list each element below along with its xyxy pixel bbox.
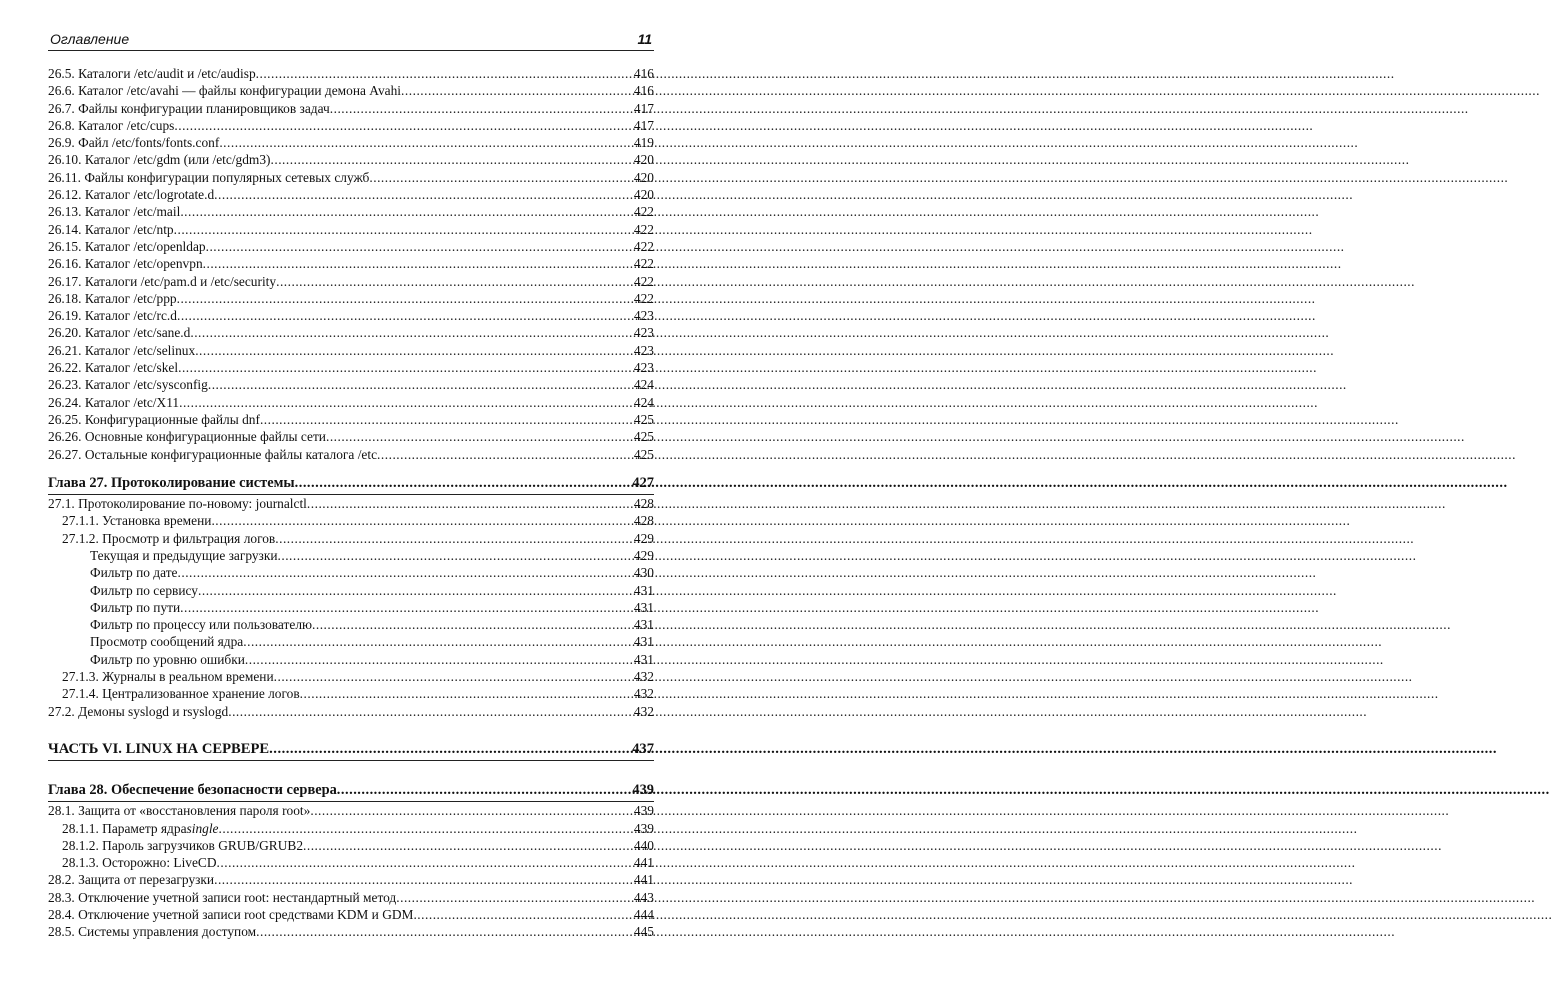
toc-entry[interactable] [48,906,654,923]
toc-entry-title: ЧАСТЬ VI. LINUX НА СЕРВЕРЕ [48,740,270,757]
toc-leader-dots [401,82,633,99]
toc-entry-title: 27.1. Протоколирование по-новому: journalctl [48,496,307,512]
toc-entry-page: 432 [633,668,654,684]
toc-entry-title: 27.1.3. Журналы в реальном времени [62,668,274,684]
toc-entry[interactable] [48,117,654,134]
toc-entry[interactable] [48,837,654,854]
toc-leader-dots [228,703,633,720]
toc-leader-dots [276,273,633,290]
toc-entry-page: 416 [633,66,654,81]
toc-entry[interactable] [48,221,654,238]
toc-leader-dots [312,616,633,633]
toc-entry-page: 441 [633,872,654,888]
toc-chapter-27[interactable] [48,472,654,494]
toc-entry-title: Фильтр по сервису [90,582,198,598]
toc-entry-page: 423 [633,325,654,341]
toc-entry-page: 439 [633,803,654,819]
toc-entry-title: 28.2. Защита от перезагрузки [48,872,215,888]
toc-leader-dots [243,633,633,650]
toc-entry-title: 28.1.1. Параметр ядра [62,820,187,836]
toc-entry[interactable] [48,616,654,633]
toc-entry[interactable] [48,495,654,512]
toc-leader-dots [337,779,632,801]
toc-entry[interactable] [48,564,654,581]
toc-entry-title: 26.26. Основные конфигурационные файлы сети [48,429,326,445]
toc-entry-page: 431 [633,582,654,598]
toc-entry[interactable] [48,651,654,668]
toc-entry-page: 420 [633,187,654,203]
toc-entry-page: 431 [633,651,654,667]
toc-entry[interactable] [48,446,654,463]
toc-entry[interactable] [48,582,654,599]
running-header [48,28,654,51]
toc-leader-dots [198,582,633,599]
toc-entry[interactable] [48,854,654,871]
toc-entry-title: 27.2. Демоны syslogd и rsyslogd [48,703,229,719]
toc-leader-dots [326,428,633,445]
toc-leader-dots [195,342,633,359]
toc-entry-page: 423 [633,360,654,376]
toc-entry[interactable] [48,100,654,117]
toc-entry-title: 28.3. Отключение учетной записи root: нестандартный метод [48,889,397,905]
toc-entry-page: 431 [633,617,654,633]
toc-entry-title: 28.5. Системы управления доступом [48,924,257,940]
toc-entry-page: 417 [633,100,654,116]
toc-leader-dots [260,411,633,428]
book-page [0,0,702,1000]
toc-entry-title: Фильтр по пути [90,599,181,615]
toc-entry[interactable] [48,134,654,151]
toc-entry[interactable] [48,512,654,529]
toc-entry-page: 422 [633,221,654,237]
toc-leader-dots [256,65,633,82]
toc-entry-title: Просмотр сообщений ядра [90,634,244,650]
toc-leader-dots [211,512,632,529]
toc-entry[interactable] [48,889,654,906]
toc-entry-title: 26.27. Остальные конфигурационные файлы каталога /etc [48,446,378,462]
toc-entry-page: 428 [633,496,654,512]
toc-entry-title: 26.25. Конфигурационные файлы dnf [48,411,260,427]
toc-entry[interactable] [48,376,654,393]
toc-entry-title: Глава 28. Обеспечение безопасности сервера [48,782,337,799]
toc-entry-page: 425 [633,446,654,462]
toc-entry-title: 26.10. Каталог /etc/gdm (или /etc/gdm3) [48,152,271,168]
toc-leader-dots [274,668,633,685]
header-title: Оглавление [50,31,130,47]
toc-entry-title: 27.1.4. Централизованное хранение логов [62,686,300,702]
toc-leader-dots [413,906,632,923]
toc-entry[interactable] [48,871,654,888]
toc-entry-title: 26.16. Каталог /etc/openvpn [48,256,203,272]
toc-entry[interactable] [48,703,654,720]
toc-leader-dots [178,359,633,376]
toc-entry-title: 26.6. Каталог /etc/avahi — файлы конфигурации демона Avahi [48,83,402,99]
toc-leader-dots [217,854,633,871]
toc-entry-title: Фильтр по уровню ошибки [90,651,245,667]
toc-entry-title: 26.19. Каталог /etc/rc.d [48,308,177,324]
toc-leader-dots [269,738,631,760]
toc-entry[interactable] [48,599,654,616]
toc-entry-page: 419 [633,135,654,151]
toc-entry[interactable] [48,923,654,940]
toc-leader-dots [256,923,633,940]
toc-leader-dots [396,889,633,906]
toc-leader-dots [245,651,633,668]
toc-part-6[interactable] [48,738,654,760]
toc-leader-dots [377,446,633,463]
toc-entry-page: 420 [633,152,654,168]
toc-leader-dots [174,117,633,134]
toc-entry-page: 439 [633,820,654,836]
toc-entry-title: 28.1. Защита от «восстановления пароля root» [48,803,311,819]
toc-entry[interactable] [48,394,654,411]
toc-entry[interactable] [48,82,654,99]
toc-entry-page: 432 [633,703,654,719]
toc-entry-page: 429 [633,530,654,546]
toc-leader-dots [214,871,633,888]
toc-entry-page: 424 [633,394,654,410]
toc-leader-dots [330,100,633,117]
toc-leader-dots [303,837,633,854]
toc-entry-title-emphasis: single [186,820,219,836]
toc-entry-page: 440 [633,837,654,853]
toc-leader-dots [174,221,633,238]
toc-entry[interactable] [48,307,654,324]
toc-entry-title: Текущая и предыдущие загрузки [90,547,278,563]
toc-leader-dots [214,186,633,203]
toc-entry-page: 431 [633,599,654,615]
toc-leader-dots [177,307,633,324]
toc-entry[interactable] [48,273,654,290]
toc-entry-page: 429 [633,547,654,563]
toc-leader-dots [219,820,633,837]
toc-entry-title: 26.7. Файлы конфигурации планировщиков задач [48,100,330,116]
toc-entry-page: 425 [633,429,654,445]
toc-leader-dots [300,685,633,702]
toc-entry[interactable] [48,668,654,685]
toc-entry-page: 431 [633,634,654,650]
toc-entry-page: 428 [633,513,654,529]
toc-section-28 [48,802,654,940]
toc-entry[interactable] [48,65,654,82]
toc-entry-title: Глава 27. Протоколирование системы [48,474,295,491]
toc-entry[interactable] [48,530,654,547]
toc-entry-title: 26.9. Файл /etc/fonts/fonts.conf [48,135,220,151]
toc-entry-page: 441 [633,855,654,871]
toc-entry[interactable] [48,290,654,307]
toc-leader-dots [190,324,633,341]
toc-entry-title: 26.20. Каталог /etc/sane.d [48,325,191,341]
toc-leader-dots [179,394,633,411]
toc-leader-dots [278,547,633,564]
toc-leader-dots [180,203,633,220]
toc-entry-page: 422 [633,204,654,220]
toc-entry-title: 26.24. Каталог /etc/X11 [48,394,180,410]
toc-leader-dots [203,255,633,272]
toc-leader-dots [206,238,633,255]
toc-entry-page: 423 [633,342,654,358]
toc-entry-page: 444 [633,907,654,923]
toc-section-27 [48,495,654,720]
toc-entry-page: 437 [632,740,654,757]
toc-leader-dots [180,599,633,616]
toc-entry-title: 26.11. Файлы конфигурации популярных сетевых служб [48,169,370,185]
toc-entry-page: 422 [633,256,654,272]
toc-entry-title: 28.4. Отключение учетной записи root средствами KDM и GDM [48,907,414,923]
toc-entry[interactable] [48,685,654,702]
toc-leader-dots [295,472,632,494]
toc-entry-page: 416 [633,83,654,99]
toc-leader-dots [369,169,633,186]
toc-entry-title: 26.17. Каталоги /etc/pam.d и /etc/security [48,273,277,289]
toc-entry[interactable] [48,820,654,837]
toc-leader-dots [177,290,633,307]
toc-entry-page: 422 [633,273,654,289]
toc-entry-page: 439 [632,782,654,799]
toc-entry[interactable] [48,547,654,564]
toc-leader-dots [310,802,633,819]
toc-entry[interactable] [48,203,654,220]
toc-leader-dots [208,376,633,393]
toc-entry-page: 420 [633,169,654,185]
toc-entry-title: 26.8. Каталог /etc/cups [48,117,175,133]
toc-entry-page: 417 [633,117,654,133]
toc-entry-page: 443 [633,889,654,905]
toc-entry[interactable] [48,324,654,341]
header-page-number: 11 [637,31,652,47]
toc-entry-title: Фильтр по дате [90,565,178,581]
toc-leader-dots [219,134,633,151]
table-of-contents [48,65,654,941]
toc-entry-title: 28.1.3. Осторожно: LiveCD [62,855,217,871]
toc-entry-title: 28.1.2. Пароль загрузчиков GRUB/GRUB2 [62,837,304,853]
toc-entry-title: 26.18. Каталог /etc/ppp [48,290,177,306]
toc-leader-dots [271,151,633,168]
toc-entry-title: 26.14. Каталог /etc/ntp [48,221,174,237]
toc-entry[interactable] [48,342,654,359]
toc-entry-title: Фильтр по процессу или пользователю [90,617,313,633]
toc-entry[interactable] [48,186,654,203]
toc-entry-title: 26.13. Каталог /etc/mail [48,204,181,220]
toc-entry-page: 427 [632,474,654,491]
toc-leader-dots [178,564,633,581]
toc-entry[interactable] [48,238,654,255]
toc-entry[interactable] [48,428,654,445]
toc-entry-page: 423 [633,308,654,324]
toc-entry-page: 432 [633,686,654,702]
toc-entry-page: 430 [633,565,654,581]
toc-entry[interactable] [48,255,654,272]
toc-entry[interactable] [48,411,654,428]
toc-entry-title: 26.5. Каталоги /etc/audit и /etc/audisp [48,66,256,81]
toc-leader-dots [307,495,633,512]
toc-entry[interactable] [48,802,654,819]
toc-entry-title: 27.1.2. Просмотр и фильтрация логов [62,530,276,546]
toc-entry-title: 27.1.1. Установка времени [62,513,212,529]
toc-entry-title: 26.12. Каталог /etc/logrotate.d [48,187,215,203]
toc-entry-title: 26.23. Каталог /etc/sysconfig [48,377,208,393]
toc-entry[interactable] [48,169,654,186]
toc-entry[interactable] [48,359,654,376]
toc-section-26 [48,65,654,463]
toc-chapter-28[interactable] [48,779,654,801]
toc-entry-page: 422 [633,238,654,254]
toc-entry-page: 445 [633,924,654,940]
toc-entry[interactable] [48,633,654,650]
toc-entry-title: 26.21. Каталог /etc/selinux [48,342,196,358]
toc-entry-page: 422 [633,290,654,306]
toc-entry-title: 26.22. Каталог /etc/skel [48,360,179,376]
toc-entry-page: 425 [633,411,654,427]
toc-entry-page: 424 [633,377,654,393]
toc-entry-title: 26.15. Каталог /etc/openldap [48,238,206,254]
toc-leader-dots [275,530,633,547]
toc-entry[interactable] [48,151,654,168]
